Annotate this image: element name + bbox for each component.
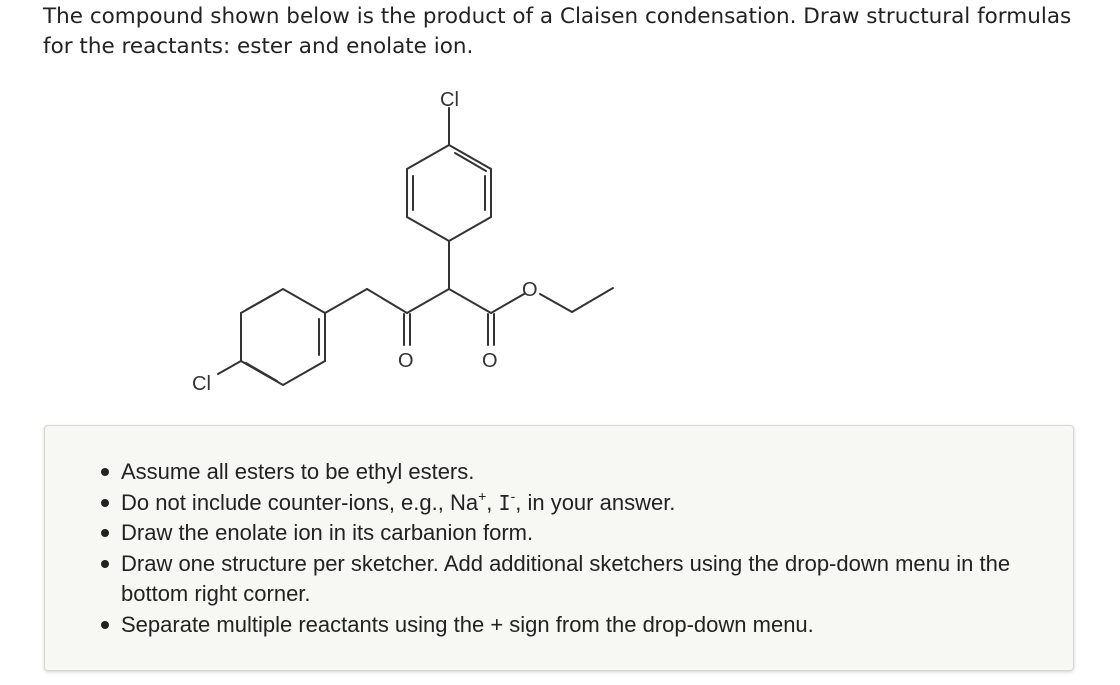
instruction-carbanion-text: Draw the enolate ion in its carbanion form. [121, 520, 534, 545]
counter-ions-suffix: , in your answer. [515, 489, 676, 515]
upper-benzene-ring [407, 145, 491, 241]
question-text: The compound shown below is the product of a Claisen condensation. Draw structural formulas for the reactants: ester and enolate ion. [43, 4, 1072, 59]
ethyl-bond-2 [572, 288, 613, 312]
instruction-sketcher [121, 549, 1051, 610]
instruction-carbanion [121, 518, 1051, 549]
instruction-sketcher-text: Draw one structure per sketcher. Add additional sketchers using the drop-down menu in the bottom right corner. [121, 550, 1011, 606]
ethyl-bond-1 [540, 294, 572, 312]
ketone-oxygen-label: O [398, 350, 414, 372]
ketone-to-methylene-bond [367, 289, 407, 313]
sodium-charge: + [478, 487, 487, 504]
ester-oxygen-label: O [522, 279, 538, 301]
instruction-ethyl-esters-text: Assume all esters to be ethyl esters. [121, 459, 475, 484]
counter-ions-prefix: Do not include counter-ions, e.g., Na [121, 489, 479, 515]
iodide-charge: - [510, 487, 516, 504]
methylene-to-ring-bond [325, 289, 367, 313]
alpha-to-ester-bond [449, 289, 491, 313]
ester-carbonyl-oxygen-label: O [482, 350, 498, 372]
lower-benzene-ring [241, 289, 325, 385]
ester-carbonyl [488, 314, 494, 345]
iodide-symbol: I [498, 490, 511, 515]
counter-ions-separator: , [486, 489, 499, 515]
alpha-to-ketone-bond [407, 289, 449, 313]
lower-chlorine-bond [218, 361, 241, 374]
instructions-list [121, 457, 1051, 640]
instruction-separate-reactants [121, 610, 1051, 641]
top-chlorine-label: Cl [440, 89, 459, 111]
instruction-ethyl-esters [121, 457, 1051, 488]
lower-chlorine-label: Cl [192, 373, 211, 395]
ketone-carbonyl [404, 314, 410, 345]
instruction-separate-reactants-text: Separate multiple reactants using the + sign from the drop-down menu. [121, 611, 814, 637]
ester-oxygen-bond [491, 294, 524, 313]
instructions-box [44, 425, 1074, 671]
instruction-counter-ions [121, 488, 1051, 519]
